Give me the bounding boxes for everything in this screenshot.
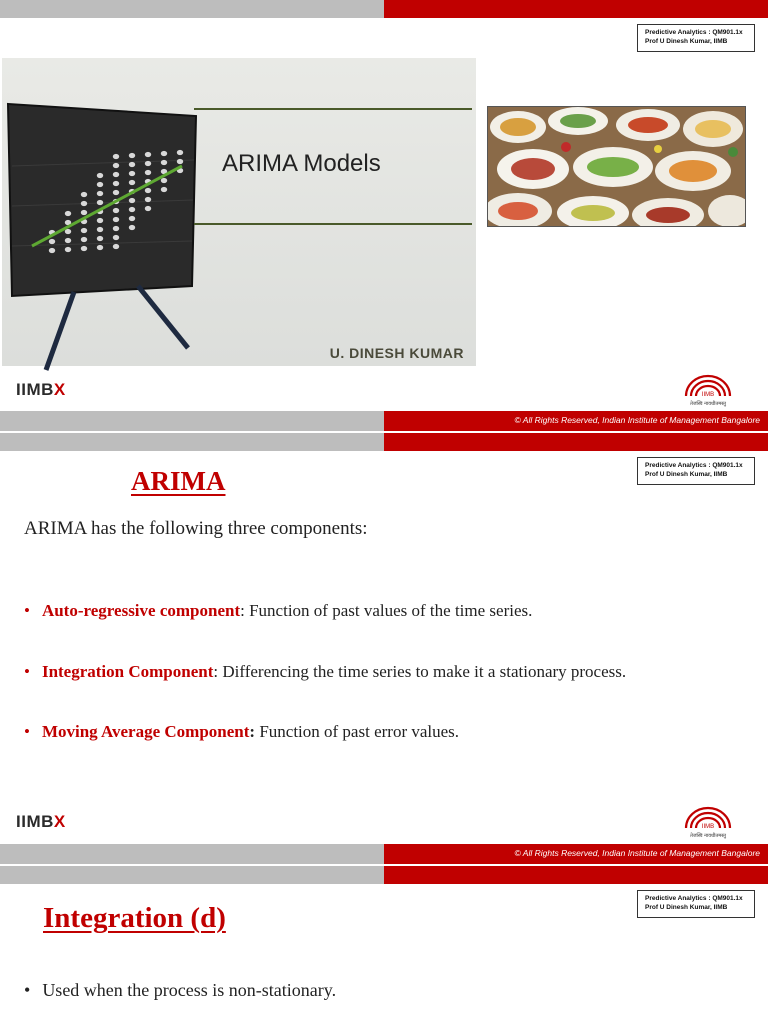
board-dot: [97, 236, 103, 241]
scatter-board-illustration: [2, 96, 202, 376]
slide-arima: [0, 433, 768, 864]
board-dot: [129, 153, 135, 158]
board-dot: [113, 226, 119, 231]
title-banner: [2, 58, 476, 366]
board-dot: [97, 227, 103, 232]
svg-text:तेजस्वि नावधीतमस्तु: तेजस्वि नावधीतमस्तु: [689, 401, 727, 407]
board-dot: [177, 150, 183, 155]
board-dot: [177, 159, 183, 164]
board-dot: [113, 172, 119, 177]
board-dot: [113, 154, 119, 159]
course-info-box: [637, 457, 755, 485]
course-code: Predictive Analytics : QM901.1x: [645, 462, 743, 469]
board-dot: [145, 161, 151, 166]
course-info-box: [637, 24, 755, 52]
board-dot: [129, 198, 135, 203]
svg-text:तेजस्वि नावधीतमस्तु: तेजस्वि नावधीतमस्तु: [689, 833, 727, 839]
board-dot: [129, 207, 135, 212]
board-dot: [81, 246, 87, 251]
board-dot: [113, 181, 119, 186]
bullet-dot-icon: •: [24, 662, 30, 681]
board-dot: [161, 160, 167, 165]
title-rule-bottom: [194, 223, 472, 225]
bullet-dot-icon: •: [24, 980, 31, 1000]
board-dot: [129, 180, 135, 185]
board-dot: [145, 170, 151, 175]
bullet-auto-regressive: • Auto-regressive component: Function of past values of the time series.: [24, 601, 533, 620]
slide-footer: [0, 411, 768, 431]
board-dot: [145, 152, 151, 157]
slide-title: [0, 0, 768, 431]
board-dot: [97, 218, 103, 223]
intro-text: ARIMA has the following three components:: [24, 518, 368, 539]
author-name: U. DINESH KUMAR: [329, 345, 464, 361]
board-dot: [161, 178, 167, 183]
board-dot: [81, 228, 87, 233]
board-dot: [129, 225, 135, 230]
bullet-dot-icon: •: [24, 601, 30, 620]
copyright-text: © All Rights Reserved, Indian Institute of Management Bangalore: [514, 415, 760, 425]
course-code: Predictive Analytics : QM901.1x: [645, 895, 743, 902]
board-dot: [113, 235, 119, 240]
svg-text:IIMB: IIMB: [701, 392, 715, 398]
slide-footer: [0, 844, 768, 864]
board-dot: [97, 245, 103, 250]
svg-text:IIMB: IIMB: [701, 824, 715, 830]
bullet-moving-average: • Moving Average Component: Function of past error values.: [24, 722, 460, 741]
bullet-dot-icon: •: [24, 722, 30, 741]
board-dot: [129, 162, 135, 167]
board-dot: [129, 216, 135, 221]
course-professor: Prof U Dinesh Kumar, IIMB: [645, 471, 728, 478]
board-dot: [113, 190, 119, 195]
buffet-food-image: [487, 106, 746, 227]
board-dot: [97, 191, 103, 196]
board-dot: [113, 244, 119, 249]
slide-top-bar: [0, 866, 768, 884]
iimb-emblem-icon: [682, 804, 734, 840]
board-dot: [113, 208, 119, 213]
board-dot: [81, 237, 87, 242]
slide-heading: Integration (d): [43, 902, 226, 934]
board-dot: [145, 206, 151, 211]
board-dot: [65, 247, 71, 252]
board-dot: [65, 238, 71, 243]
course-code: Predictive Analytics : QM901.1x: [645, 29, 743, 36]
bullet-non-stationary: • Used when the process is non-stationary.: [24, 980, 337, 1000]
bullet-integration: • Integration Component: Differencing the time series to make it a stationary process.: [24, 662, 627, 681]
board-dot: [145, 188, 151, 193]
slide-heading: ARIMA: [131, 466, 226, 496]
board-dot: [129, 171, 135, 176]
iimbx-logo: IIMBX: [16, 812, 66, 831]
iimbx-logo: IIMBX: [16, 380, 66, 399]
board-dot: [145, 197, 151, 202]
title-rule-top: [194, 108, 472, 110]
board-dot: [81, 192, 87, 197]
board-dot: [65, 211, 71, 216]
presentation-title: ARIMA Models: [222, 150, 381, 177]
copyright-text: © All Rights Reserved, Indian Institute of Management Bangalore: [514, 848, 760, 858]
course-info-box: [637, 890, 755, 918]
board-dot: [49, 239, 55, 244]
board-dot: [81, 210, 87, 215]
board-dot: [97, 173, 103, 178]
board-dot: [97, 182, 103, 187]
board-dot: [49, 248, 55, 253]
board-dot: [113, 163, 119, 168]
course-professor: Prof U Dinesh Kumar, IIMB: [645, 38, 728, 45]
board-dot: [161, 151, 167, 156]
board-dot: [113, 217, 119, 222]
food-platter-picture: [488, 107, 745, 226]
slide-top-bar: [0, 0, 768, 18]
board-dot: [81, 201, 87, 206]
slide-top-bar: [0, 433, 768, 451]
iimb-emblem-icon: [682, 372, 734, 408]
slide-integration: [0, 866, 768, 1024]
board-dot: [161, 187, 167, 192]
board-dot: [97, 200, 103, 205]
course-professor: Prof U Dinesh Kumar, IIMB: [645, 904, 728, 911]
